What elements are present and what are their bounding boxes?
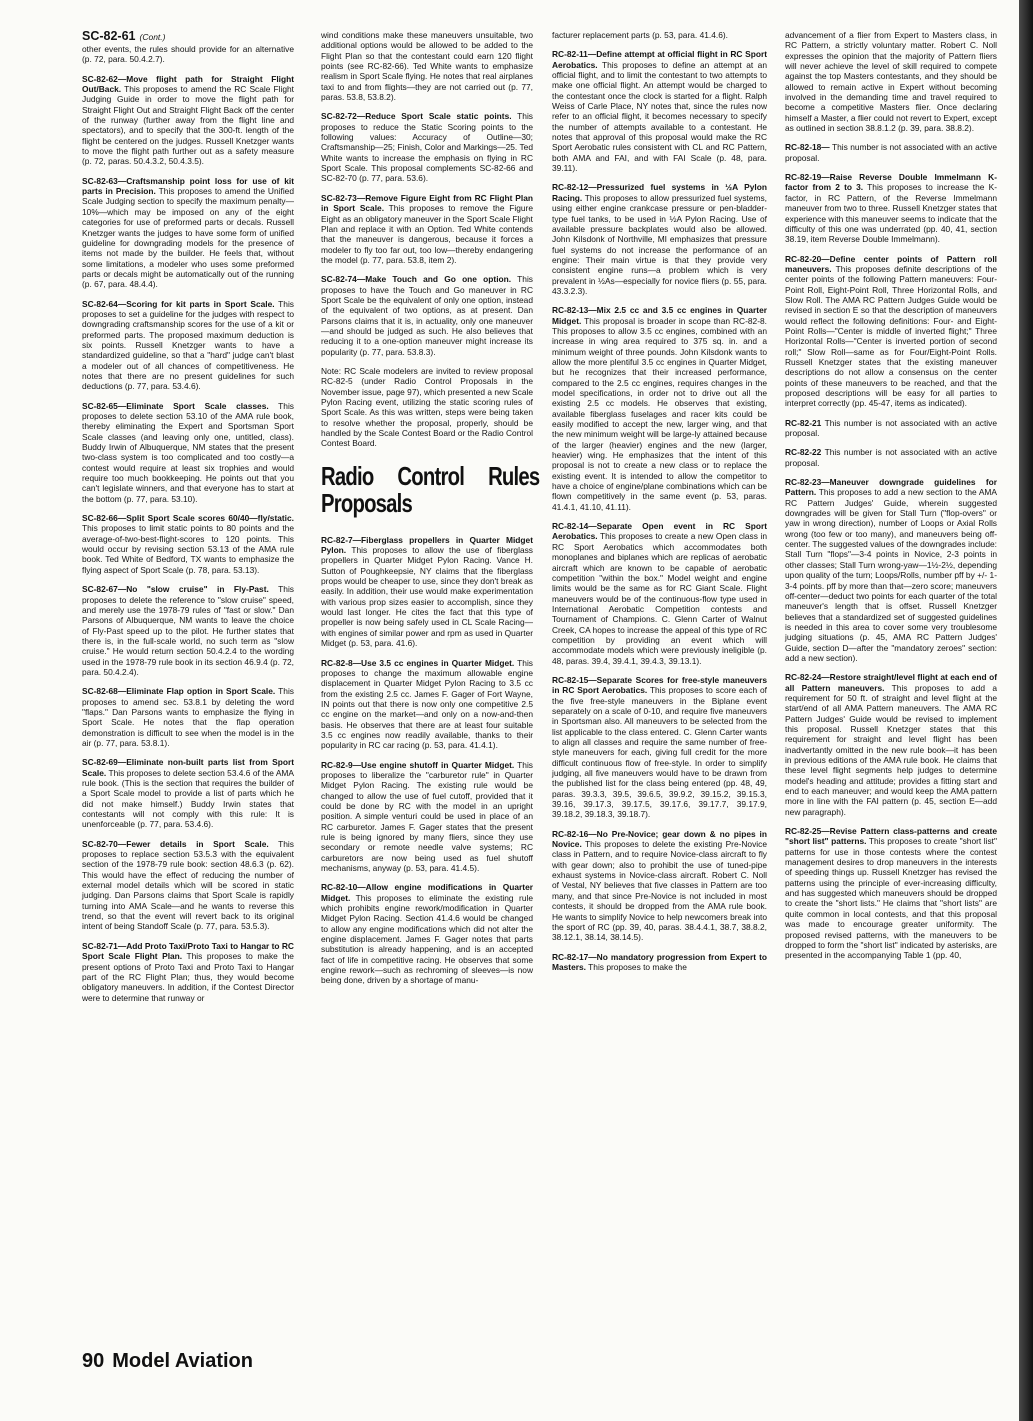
proposal-body: This proposes to reduce the Static Scoring points to the following values: Accuracy of Outline—30; Craftsmanship—25; Finish, Color and Markings—25. Ted White wants to increase the emphasis on flying in RC Sport Scale. This proposal complements SC-82-66 and SC-82-70 (p. 77, para. 53.6). [321,111,533,184]
proposal-body: This proposes definite descriptions of the center points of the following Pattern maneuvers: Four-Point Roll, Eight-Point Roll, Three Horizontal Rolls, and Slow Roll. The AMA RC Pattern Judges Guide would be revised in section E so that the description of maneuvers would reflect the following definitions: Four- and Eight-Point Rolls—"Center is middle of inverted flight;" Three Horizontal Rolls—"Center is inverted portion of second roll;" Slow Roll—same as for Four/Eight-Point Rolls. Russell Knetzger states that the existing maneuver descriptions do not allow a consensus on the center points of these maneuvers to be reached, and that the proposed descriptions will be easy for all parties to interpret correctly (pp. 45-47, items as indicated). [785,263,997,409]
proposal-body: This number is not associated with an active proposal. [785,447,997,468]
proposal-entry [552,30,767,40]
proposal-body: This proposes to allow the use of fiberglass propellers in Quarter Midget Pylon Racing. Vance H. Sutton of Poughkeepsie, NY claims that the fiberglass props would be cheaper to use, since they don't break as easily. In addition, their use would make experimentation with various prop sizes easier to accomplish, since they would last longer. He cites the fact that this type of propeller is now being safely used in CL Scale Racing—with engines of similar power and rpm as used in Quarter Midget (p. 53, para. 41.6). [321,545,533,649]
proposal-body: Note: RC Scale modelers are invited to review proposal RC-82-5 (under Radio Control Proposals in the November issue, page 97), which presented a new Scale Pylon Racing event, utilizing the static scoring rules of Sport Scale. As this was written, steps were being taken to resolve whether the proposal, properly, should be handled by the Scale Contest Board or the Radio Control Contest Board. [321,365,533,449]
proposal-entry [82,299,294,392]
proposal-body: This proposes to add a requirement for 50 ft. of straight and level flight at the start/end of all AMA Pattern maneuvers. The AMA RC Pattern Judges' Guide would be revised to implement this proposal. Russell Knetzger states that this requirement for straight and level flight has been inadvertantly omitted in the new rule book—it has been in previous editions of the AMA rule book. He claims that these level flight segments help judges to determine model's heading and attitude; provides a fitting start and end to each maneuver; and would keep the AMA pattern more in line with the FAI pattern (p. 45, section E—add new paragraph). [785,682,998,817]
proposal-entry [321,366,533,449]
proposal-entry [552,952,767,973]
proposal-heading: RC-82-13—Mix 2.5 cc and 3.5 cc engines in Quarter Midget. [552,305,767,326]
proposal-entry [785,142,997,163]
proposal-body: This proposes to limit static points to 80 points and the average-of-two-best-flight-scores to 120 points. This would occur by revising section 53.13 of the AMA rule book. Ted White of Bedford, TX wants to emphasize the flying aspect of Sport Scale (p. 78, para. 53.13). [82,523,294,575]
proposal-body: This proposes to define an attempt at an official flight, and to limit the contestant to two attempts to make one official flight. An attempt would be charged to the contestant once the clock is started for a flight. Ralph Weiss of Carle Place, NY notes that, since the rules now refer to an official flight, it becomes necessary to specify the number of attempts available to a contestant. He notes that approval of this proposal would make the RC Sport Aerobatic rules consistent with CL and RC Pattern, both AMA and FAI, and with FAI Scale (p. 48, para. 39.11). [552,59,767,174]
running-head-code: SC-82-61 [82,29,136,43]
proposal-body: facturer replacement parts (p. 53, para. 41.4.6). [552,30,728,40]
proposal-entry [82,584,294,677]
proposal-heading: SC-82-71—Add Proto Taxi/Proto Taxi to Hangar to RC Sport Scale Flight Plan. [82,940,294,962]
proposal-entry [321,193,533,265]
proposal-heading: RC-82-15—Separate Scores for free-style maneuvers in RC Sport Aerobatics. [552,674,767,696]
proposal-body: This proposes to delete the reference to "slow cruise" speed, and merely use the 1978-79 rules of "fast or slow." Dan Parsons of Albuquerque, NM wants to leave the choice of Fly-Past speed up to the pilot. He further states that there is, in the full-scale world, no such term as "slow cruise." He would return section 50.4.2.4 to the wording used in the 1978-79 rule book in its section 46.9.4 (p. 72, para. 50.4.2.4). [82,584,294,677]
proposal-body: This proposes to amend the Unified Scale Judging section to specify the maximum penalty—10%—which may be imposed on any of the eight categories for use of preformed parts or decals. Russell Knetzger wants the judges to have some form of unified guideline for downgrading models for the presence of items not made by the builder. He feels that, without some limitations, a modeler who uses some preformed parts or decals might be automatically out of the running (p. 67, para. 48.4.4). [82,186,295,290]
proposal-heading: RC-82-18— [785,142,830,153]
proposal-body: This proposes to replace section 53.5.3 with the equivalent section of the 1978-79 rule book: section 48.6.3 (p. 62). This would have the effect of reducing the number of external model details which will be scored in static judging. Dan Parsons claims that Sport Scale is rapidly turning into AMA Scale—and he wants to reverse this trend, so that the event will revert back to its original intent of being Standoff Scale (p. 77, para. 53.5.3). [82,838,294,932]
proposal-body: This proposes to increase the K-factor, in RC Pattern, of the Reverse Immelmann maneuver from two to three. Russell Knetzger states that experience with this maneuver seems to indicate that the difficulty of this one was underrated (pp. 40, 41, section 38.19, item Reverse Double Immelmann). [785,182,997,245]
proposal-entry [321,535,533,649]
column-2 [321,30,540,995]
proposal-body: This proposes to create a new Open class in RC Sport Aerobatics which accommodates both monoplanes and biplanes which are replicas of aerobatic aircraft which are known to be capable of aerobatic competition "within the box." Model weight and engine limits would be the same as for RC Giant Scale. Flight maneuvers would be of the continuous-flow type used in International Aerobatic Competition contests and Tournament of Champions. C. Glenn Carter of Walnut Creek, CA hopes to increase the appeal of this type of RC competition by providing an event which will accommodate models which were previously ineligible (p. 48, paras. 39.4, 39.4.1, 39.4.3, 39.13.1). [552,531,767,666]
proposal-body: This proposes to change the maximum allowable engine displacement in Quarter Midget Pylon Racing to 3.5 cc from the existing 2.5 cc. James F. Gager of Fort Wayne, IN points out that there is now only one competitive 2.5 cc engine on the market—and only on a now-and-then basis. He observes that there are at least four suitable 3.5 cc engines now readily available, thanks to their popularity in RC car racing (p. 53, para. 41.4.1). [321,657,533,751]
proposal-heading: SC-82-66—Split Sport Scale scores 60/40—fly/static. [82,513,294,524]
proposal-body: This proposes to create "short list" patterns for use in those contests where the contest management desires to drop maneuvers in the interests of speeding things up. Russell Knetzger has revised the patterns using the principle of ever-increasing difficulty, and has suggested which maneuvers should be dropped to create the "short lists." He claims that "short lists" are quite common in local contests, and that this proposal was made to encourage greater uniformity. The proposed revised patterns, with the maneuvers to be dropped to form the "short list" indicated by asterisks, are presented in the accompanying Table 1 (pp. 40, [785,836,997,961]
proposal-entry [82,513,294,575]
proposal-entry [82,44,294,65]
proposal-body: This number is not associated with an active proposal. [785,417,997,439]
proposal-body: other events, the rules should provide for an alternative (p. 72, para. 50.4.2.7). [82,44,294,65]
proposal-heading: RC-82-25—Revise Pattern class-patterns and create "short list" patterns. [785,826,997,847]
column-1 [82,30,294,1012]
proposal-entry [82,839,294,932]
proposal-heading: SC-82-65—Eliminate Sport Scale classes. [82,400,269,411]
proposal-body: This proposes to remove the Figure Eight as an obligatory maneuver in the Sport Scale Flight Plan and replace it with an Option. Ted White contends that the maneuver is dangerous, because it forces a modeler to fly too far out, too low—thereby endangering the model (p. 77, para. 53.8, item 2). [321,203,533,265]
proposal-body: This proposes to eliminate the existing rule which prohibits engine rework/modification in Quarter Midget Pylon Racing. Section 41.4.6 would be changed to allow any engine modifications which did not alter the engine displacement. James F. Gager notes that parts substitution is already happening, and is an accepted fact of life in competitive racing. He observes that some engine rework—such as rechroming of sleeves—is now being done, driven by a shortage of manu- [321,892,533,986]
proposal-heading: SC-82-70—Fewer details in Sport Scale. [82,838,269,849]
column-3 [552,30,767,981]
proposal-body: This proposes to make the [588,961,687,972]
proposal-body: This proposes to score each of the five free-style maneuvers in the Biplane event separately on a scale of 0-10, and require five maneuvers in Sportsman also. All maneuvers to be selected from the list applicable to the class entered. C. Glenn Carter wants to align all classes and require the same number of free-style maneuvers for each, giving full credit for the more difficult continuous flow of free-style. In order to simplify judging, all five maneuvers would have to be drawn from the published list for the class being entered (pp. 48, 49, paras. 39.3.3, 39.5, 39.6.5, 39.9.2, 39.15.2, 39.15.3, 39.16, 39.17.3, 39.17.5, 39.17.6, 39.17.7, 39.17.9, 39.18.2, 39.18.3, 39.18.7). [552,685,767,820]
proposal-heading: RC-82-17—No mandatory progression from Expert to Masters. [552,951,767,972]
proposal-heading: RC-82-7—Fiberglass propellers in Quarter Midget Pylon. [321,534,533,556]
proposal-entry [552,829,767,943]
proposal-body: This proposes to delete the existing Pre-Novice class in Pattern, and to require Novice-class aircraft to fly with gear down; also to prohibit the use of tuned-pipe exhaust systems in Novice-class aircraft. Robert C. Noll of Vestal, NY believes that five classes in Pattern are too many, and that since Pre-Novice is not included in most contests, it should be dropped from the AMA rule book. He wants to simplify Novice to help newcomers break into the sport of RC (pp. 39, 40, paras. 38.4.4.1, 38.7, 38.8.2, 38.12.1, 38.14, 38.14.5). [552,839,767,943]
running-head-cont: (Cont.) [139,32,166,42]
proposal-heading: RC-82-24—Restore straight/level flight at each end of all Pattern maneuvers. [785,672,997,693]
column-4 [785,30,997,970]
proposal-body: advancement of a flier from Expert to Masters class, in RC Pattern, a strictly voluntary matter. Robert C. Noll expresses the opinion that the majority of Pattern fliers will never achieve the level of skill required to compete against the top Masters contestants, and they should be allowed to remain active in Expert without becoming involved in the demanding time and travel required to become a competitive Masters flier. Once declaring himself a Master, a flier could not revert to Expert, except as outlined in section 38.8.1.2 (p. 39, para. 38.8.2). [785,30,997,134]
proposal-entry [321,882,533,985]
proposal-entry [82,74,294,167]
proposal-entry [321,658,533,751]
proposal-heading: RC-82-21 [785,417,822,428]
proposal-entry [321,274,533,357]
proposal-entry [321,30,533,102]
proposal-entry [552,521,767,666]
proposal-body: This proposes to delete section 53.10 of the AMA rule book, thereby eliminating the Expert and Sportsman Sport Scale classes (and leaving only one, untitled, class). Buddy Irwin of Albuquerque, NM states that the present two-class system is too complicated and too costly—a contest would require at least six trophies and would require too much bookkeeping. He points out that you can't legislate winners, and that everyone has to start at the bottom (p. 77, para. 53.10). [82,400,294,504]
proposal-body: This proposes to allow pressurized fuel systems, using either engine crankcase pressure or pen-bladder-type fuel tanks, to be used in ½A Pylon Racing. Use of available pressure backplates would also be allowed. John Kilsdonk of Northville, MI emphasizes that pressure fuel systems do not increase the performance of an engine: Their main virtue is that they provide very consistent engine runs—a problem which is very prevalent in ½As—especially for novice fliers (p. 55, para. 43.3.2.3). [552,192,767,296]
column-1-entries [82,44,294,1003]
proposal-heading: SC-82-63—Craftsmanship point loss for use of kit parts in Precision. [82,175,294,197]
proposal-entry [785,254,997,409]
proposal-entry [321,111,533,183]
column-4-entries [785,30,997,961]
proposal-heading: SC-82-72—Reduce Sport Scale static points. [321,111,512,122]
proposal-entry [552,182,767,296]
proposal-body: This proposal is broader in scope than RC-82-8. This proposes to allow 3.5 cc engines, combined with an increase in wing area required to 375 sq. in. and a minimum weight of three pounds. John Kilsdonk wants to allow the more plentiful 3.5 cc engines in Quarter Midget, but he recognizes that their increased performance, compared to the 2.5 cc engines, requires changes in the model specifications, in order not to drive out all the existing 2.5 cc models. He observes that existing, available fiberglass fuselages and racer kits could be easily modified to accept the new, larger wing, and that the new minimum weight will be large-ly attained because of the larger (heavier) engines and the new (larger, heavier) wing. He emphasizes that the intent of this proposal is not to create a new class or to replace the existing event. It is intended to allow the competitor to have a choice of engine/plane combinations which can be flown competitively in the same event (p. 53, paras. 41.4.1, 41.10, 41.11). [552,315,767,512]
proposal-heading: SC-82-69—Eliminate non-built parts list from Sport Scale. [82,757,294,778]
proposal-body: This proposes to liberalize the "carburetor rule" in Quarter Midget Pylon Racing. The existing rule would be changed to allow the use of fuel cutoff, provided that it could be done by RC with the model in an upright position. A simple venturi could be used in place of an RC carburetor. James F. Gager states that the present rule is being ignored by many fliers, since they use secondary or remote needle valve systems; RC carburetors are now being used as fuel shutoff mechanisms, anyway (p. 53, para. 41.4.5). [321,759,533,874]
proposal-entry [785,826,997,960]
proposal-body: This proposes to set a guideline for the judges with respect to downgrading craftsmanship scores for the use of a kit or preformed parts. The proposed maximum deduction is six points. Russell Knetzger wants to have a standardized guideline, so that a "hard" judge can't blast a modeler out of all chances of competitiveness. He notes that there are no present guidelines for such deductions (p. 77, para. 53.4.6). [82,298,294,392]
proposal-entry [785,447,997,468]
proposal-entry [552,49,767,173]
column-2-entries-bottom [321,535,533,986]
proposal-body: This proposes to make the present options of Proto Taxi and Proto Taxi to Hangar part of the RC Flight Plan; thus, they would become obligatory maneuvers. In addition, if the Contest Director were to determine that runway or [82,951,294,1003]
proposal-heading: RC-82-16—No Pre-Novice; gear down & no pipes in Novice. [552,828,767,850]
column-3-entries [552,30,767,972]
proposal-entry [785,477,997,663]
proposal-heading: RC-82-23—Maneuver downgrade guidelines for Pattern. [785,477,997,498]
page-running-head [82,30,294,44]
proposal-body: This proposes to amend the RC Scale Flight Judging Guide in order to move the flight path for Straight Flight Out and Straight Flight Back off the center of the runway (further away from the flight line and spectators), and to specify that the 300-ft. length of the flight be centered on the judges. Russell Knetzger wants to move the flight path further out as a safety measure (p. 72, paras. 50.4.3.2, 50.4.3.5). [82,84,294,167]
proposal-entry [785,418,997,439]
proposal-heading: SC-82-74—Make Touch and Go one option. [321,274,512,285]
column-2-entries-top [321,30,533,449]
proposal-heading: SC-82-73—Remove Figure Eight from RC Flight Plan in Sport Scale. [321,192,533,214]
proposal-heading: SC-82-64—Scoring for kit parts in Sport Scale. [82,298,275,309]
proposal-body: This number is not associated with an active proposal. [785,142,997,163]
proposal-body: This proposes to have the Touch and Go maneuver in RC Sport Scale be the equivalent of only one option, instead of the equivalent of two options, as at present. Dan Parsons claims that it is, in actuality, only one maneuver—and should be judged as such. He also believes that reducing it to a one-option maneuver might increase its popularity (p. 77, para. 53.8.3). [321,274,533,357]
page-footer [82,1350,253,1373]
proposal-heading: RC-82-14—Separate Open event in RC Sport Aerobatics. [552,521,767,542]
proposal-entry [82,941,294,1003]
proposal-entry [82,757,294,829]
proposal-heading: RC-82-11—Define attempt at official flight in RC Sport Aerobatics. [552,49,767,70]
proposal-heading: RC-82-12—Pressurized fuel systems in ½A Pylon Racing. [552,182,767,203]
proposal-entry [552,675,767,820]
proposal-heading: RC-82-8—Use 3.5 cc engines in Quarter Midget. [321,657,515,668]
proposal-body: This proposes to add a new section to the AMA RC Pattern Judges' Guide, wherein suggested downgrades will be given for Stall Turn ("flop-overs" or yaw in wrong direction), number of Loops or Axial Rolls wrong (too few or too many), and maneuvers being off-center. The suggested values of the downgrades include: Stall Turn "flops"—3-4 points in Novice, 2-3 points in other classes; Stall Turn wrong-yaw—1½-2½, depending upon quality of the turn; Loops/Rolls, number pff by +/- 1-3-4 points. pff by more than that—zero score; maneuvers off-center—deduct two points for each quarter of the total maneuver's length that is offset. Russell Knetzger believes that a standardized set of suggested guidelines is needed in this area to cover some very troublesome judging situations (p. 45, AMA RC Pattern Judges' Guide, section D—after the "mandatory zeroes" section: add a new section). [785,487,997,663]
proposal-entry [82,176,294,290]
proposal-entry [82,401,294,504]
proposal-entry [552,305,767,512]
proposal-heading: SC-82-67—No "slow cruise" in Fly-Past. [82,584,269,595]
proposal-heading: SC-82-62—Move flight path for Straight Flight Out/Back. [82,73,294,95]
proposal-entry [785,30,997,133]
proposal-entry [321,760,533,874]
proposal-heading: RC-82-22 [785,447,822,458]
proposal-heading: RC-82-19—Raise Reverse Double Immelmann K-factor from 2 to 3. [785,172,997,193]
proposal-heading: RC-82-10—Allow engine modifications in Quarter Midget. [321,882,533,903]
proposal-body: This proposes to amend sec. 53.8.1 by deleting the word "flaps." Dan Parsons wants to emphasize the flying in Sport Scale. He notes that the flap operation demonstration is difficult to see when the model is in the air (p. 77, para. 53.8.1). [82,686,294,748]
proposal-body: wind conditions make these maneuvers unsuitable, two additional options would be allowed to be added to the Flight Plan so that the contestant could earn 120 flight points (see RC-82-66). Ted White wants to emphasize realism in Sport Scale flying. He notes that real airplanes taxi to and from flights—they are not carried out (p. 77, paras. 53.8, 53.8.2). [321,30,533,103]
section-title: Radio Control Rules Proposals [321,460,540,518]
proposal-heading: RC-82-9—Use engine shutoff in Quarter Midget. [321,759,515,770]
proposal-body: This proposes to delete section 53.4.6 of the AMA rule book. (This is the section that requires the builder of a Sport Scale model to provide a list of parts which he did not make himself.) Buddy Irwin states that contestants will not comply with this rule: It is unenforceable (p. 77, para. 53.4.6). [82,767,294,830]
proposal-entry [785,172,997,244]
proposal-entry [785,672,997,817]
proposal-heading: SC-82-68—Eliminate Flap option in Sport Scale. [82,686,276,697]
proposal-heading: RC-82-20—Define center points of Pattern roll maneuvers. [785,253,997,274]
page-number: 90 [82,1350,105,1372]
magazine-title: Model Aviation [112,1350,253,1372]
proposal-entry [82,686,294,748]
